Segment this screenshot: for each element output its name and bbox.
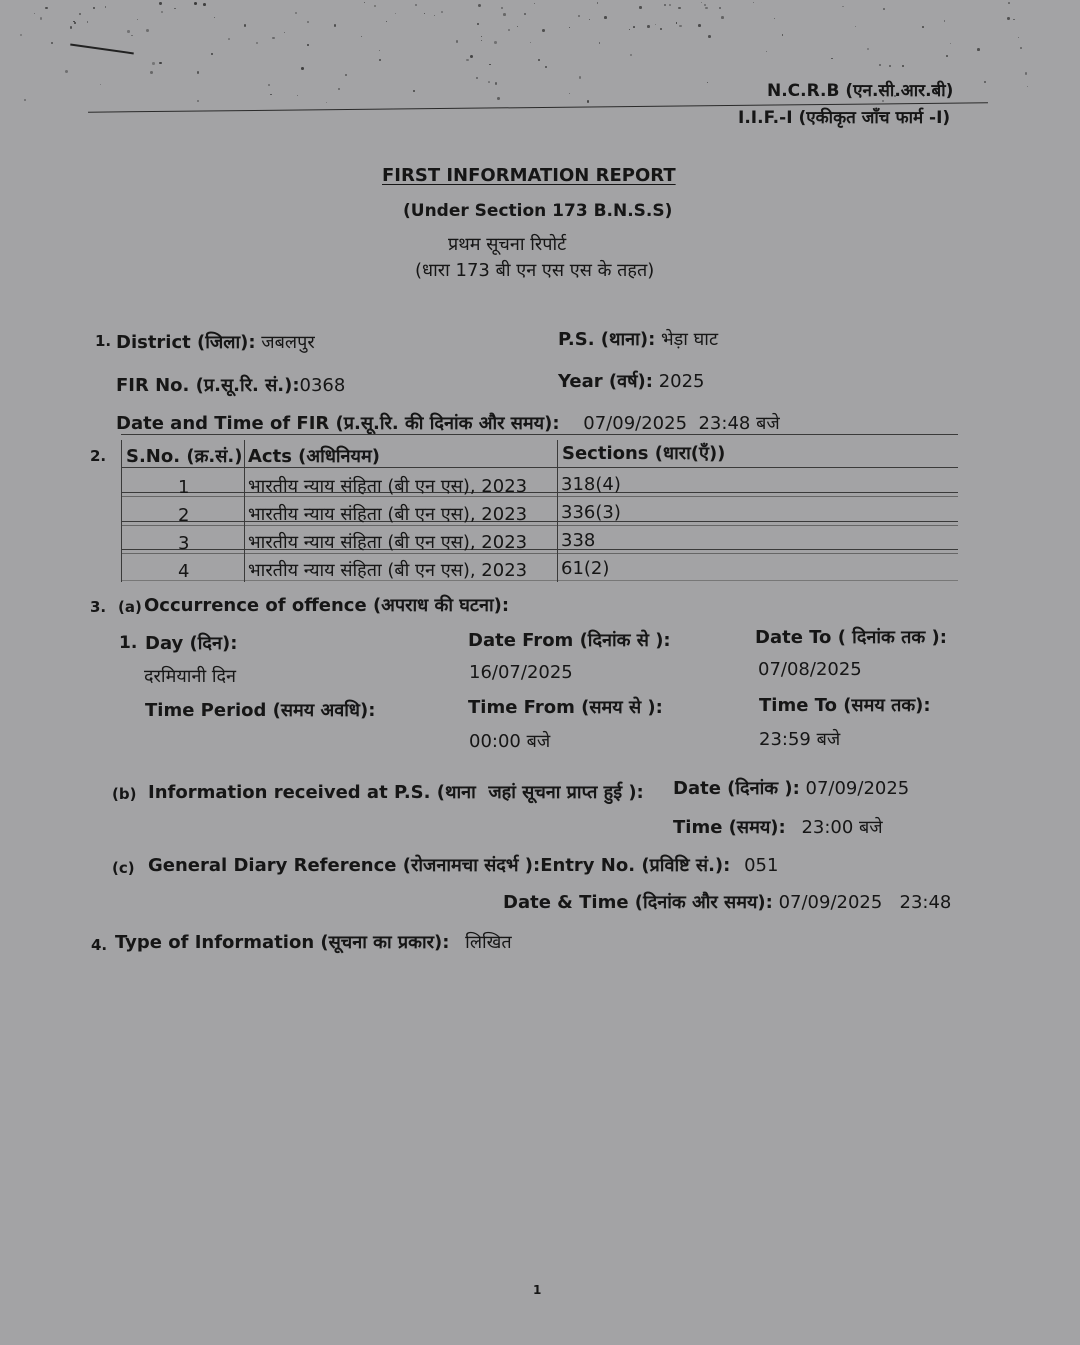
entry-no-value: 051 <box>744 855 779 876</box>
table-rule <box>121 492 958 493</box>
scan-speck <box>655 24 656 25</box>
scan-speck <box>753 2 754 3</box>
scan-speck <box>477 23 479 25</box>
scan-speck <box>415 4 417 6</box>
fir-no-value: 0368 <box>299 375 346 396</box>
page-number: 1 <box>533 1283 542 1297</box>
table-rule <box>121 521 958 522</box>
table-cell-section: 318(4) <box>561 474 621 495</box>
scan-speck <box>579 76 582 79</box>
table-cell-sno: 4 <box>178 561 190 582</box>
info-received-label: Information received at P.S. (थाना जहां सूचना प्राप्त हुई ): <box>148 782 644 803</box>
fir-datetime-label: Date and Time of FIR (प्र.सू.रि. की दिनांक और समय): <box>116 413 560 434</box>
scan-speck <box>127 30 130 33</box>
year-value: 2025 <box>658 371 705 392</box>
scan-speck <box>379 50 380 51</box>
scan-speck <box>338 88 340 90</box>
scan-speck <box>65 70 68 73</box>
scan-speck <box>93 7 94 8</box>
table-cell-act: भारतीय न्याय संहिता (बी एन एस), 2023 <box>248 504 528 525</box>
info-received-date-label: Date (दिनांक ): <box>673 778 800 799</box>
scan-speck <box>774 18 775 19</box>
scan-speck <box>569 27 570 28</box>
info-type-label: Type of Information (सूचना का प्रकार): <box>115 932 450 953</box>
scan-speck <box>524 13 526 15</box>
gd-datetime-label: Date & Time (दिनांक और समय): <box>503 892 773 913</box>
table-col-divider <box>244 440 245 582</box>
report-title-hi: प्रथम सूचना रिपोर्ट <box>448 234 567 255</box>
info-type-value: लिखित <box>465 932 512 953</box>
fir-datetime-value: 07/09/2025 23:48 बजे <box>583 413 780 434</box>
scan-speck <box>1013 19 1015 21</box>
table-rule <box>121 549 958 550</box>
scan-speck <box>159 62 161 64</box>
scan-speck <box>307 21 309 23</box>
report-section-hi: (धारा 173 बी एन एस एस के तहत) <box>415 260 655 281</box>
occurrence-label: Occurrence of offence (अपराध की घटना): <box>144 595 510 616</box>
scan-speck <box>374 5 376 7</box>
scan-speck <box>629 29 630 30</box>
day-label: Day (दिन): <box>145 633 238 654</box>
scan-speck <box>542 29 545 32</box>
info-type-row <box>115 930 512 954</box>
scan-speck <box>488 81 490 83</box>
report-title: FIRST INFORMATION REPORT <box>382 165 676 186</box>
scan-speck <box>889 65 891 67</box>
scan-speck <box>676 22 678 24</box>
item3c-mark: (c) <box>112 859 135 877</box>
scan-speck <box>470 55 473 58</box>
scan-speck <box>704 4 706 6</box>
scan-speck <box>1018 37 1019 38</box>
scan-speck <box>538 59 541 62</box>
item4-number: 4. <box>91 936 108 954</box>
scan-speck <box>476 77 478 79</box>
table-cell-section: 61(2) <box>561 558 610 579</box>
scan-speck <box>307 44 308 45</box>
scan-speck <box>79 13 81 15</box>
scan-speck <box>334 24 337 27</box>
scan-speck <box>481 40 482 41</box>
table-cell-sno: 3 <box>178 533 190 554</box>
time-period-label: Time Period (समय अवधि): <box>145 700 376 721</box>
scan-speck <box>867 48 869 50</box>
district-value: जबलपुर <box>261 332 315 353</box>
scan-speck <box>152 62 155 65</box>
scan-speck <box>74 22 76 24</box>
scan-speck <box>51 42 53 44</box>
scan-speck <box>701 2 702 3</box>
scan-speck <box>150 71 153 74</box>
scan-speck <box>707 82 708 83</box>
scan-speck <box>766 51 768 53</box>
scan-speck <box>495 82 497 84</box>
scan-speck <box>501 7 503 9</box>
scan-speck <box>489 64 491 66</box>
scan-speck <box>87 21 88 22</box>
gd-datetime-value: 07/09/2025 23:48 <box>778 892 952 913</box>
scan-speck <box>633 26 635 28</box>
scan-speck <box>855 26 856 27</box>
scan-speck <box>604 16 607 19</box>
scan-speck <box>268 84 270 86</box>
table-cell-section: 336(3) <box>561 502 621 523</box>
scan-speck <box>950 43 951 44</box>
scan-speck <box>228 38 230 40</box>
table-header-sno: S.No. (क्र.सं.) <box>126 446 243 467</box>
scan-speck <box>842 6 843 7</box>
scan-speck <box>679 25 682 28</box>
scan-speck <box>137 19 138 20</box>
scan-speck <box>297 95 298 96</box>
table-cell-sno: 2 <box>178 505 190 526</box>
scan-speck <box>456 40 458 42</box>
info-received-time-row <box>673 815 883 839</box>
table-rule <box>121 525 958 526</box>
scan-speck <box>301 67 304 70</box>
scan-speck <box>20 34 22 36</box>
scan-speck <box>984 81 986 83</box>
time-from-value: 00:00 बजे <box>469 731 551 752</box>
scan-speck <box>1025 72 1028 75</box>
scan-speck <box>386 21 387 22</box>
scan-speck <box>424 13 426 15</box>
time-from-label: Time From (समय से ): <box>468 697 663 718</box>
scan-speck <box>100 84 101 85</box>
scan-speck <box>494 41 497 44</box>
scan-speck <box>660 28 662 30</box>
scan-speck <box>630 54 632 56</box>
table-header-acts: Acts (अधिनियम) <box>248 446 380 467</box>
scan-speck <box>883 8 885 10</box>
fir-no-row <box>116 373 345 397</box>
scan-speck <box>782 34 783 35</box>
info-received-time-value: 23:00 बजे <box>801 817 883 838</box>
scan-speck <box>270 94 271 95</box>
scan-speck <box>345 74 347 76</box>
scan-speck <box>647 25 650 28</box>
table-cell-act: भारतीय न्याय संहिता (बी एन एस), 2023 <box>248 532 528 553</box>
ncrb-label: N.C.R.B (एन.सी.आर.बी) <box>767 81 954 101</box>
item3-sub-number: 1. <box>119 633 138 653</box>
district-row <box>116 330 315 354</box>
item3-number: 3. <box>90 598 107 616</box>
item2-number: 2. <box>90 447 107 465</box>
table-col-divider <box>121 440 122 582</box>
gd-reference-label: General Diary Reference (रोजनामचा संदर्भ ): <box>148 855 541 876</box>
table-cell-section: 338 <box>561 530 596 551</box>
scan-speck <box>503 13 506 16</box>
scan-speck <box>413 90 416 93</box>
scan-speck <box>478 4 481 7</box>
scan-speck <box>944 20 945 21</box>
table-rule <box>121 496 958 497</box>
table-col-divider <box>557 440 558 582</box>
scan-speck <box>589 19 590 20</box>
scan-speck <box>40 17 42 19</box>
entry-no-label: Entry No. (प्रविष्टि सं.): <box>540 855 731 876</box>
iif-label: I.I.F.-I (एकीकृत जाँच फार्म -I) <box>738 108 951 128</box>
gd-reference-row <box>148 853 778 877</box>
scan-speck <box>214 17 215 18</box>
fir-no-label: FIR No. (प्र.सू.रि. सं.): <box>116 375 300 396</box>
ps-value: भेड़ा घाट <box>661 329 719 350</box>
table-cell-sno: 1 <box>178 477 190 498</box>
info-received-date-row <box>673 776 909 800</box>
scan-speck <box>639 6 641 8</box>
date-to-label: Date To ( दिनांक तक ): <box>755 627 947 648</box>
scan-speck <box>587 100 589 102</box>
scan-speck <box>395 13 396 14</box>
time-to-label: Time To (समय तक): <box>759 695 931 716</box>
scan-speck <box>517 26 518 27</box>
scan-speck <box>721 16 724 19</box>
ps-label: P.S. (थाना): <box>558 329 656 350</box>
scan-speck <box>977 48 980 51</box>
item3b-mark: (b) <box>112 785 137 803</box>
scan-speck <box>719 7 721 9</box>
scan-speck <box>705 7 707 9</box>
table-rule <box>121 467 958 468</box>
table-rule <box>121 553 958 554</box>
scan-speck <box>211 53 212 54</box>
scan-speck <box>698 24 701 27</box>
info-received-time-label: Time (समय): <box>673 817 786 838</box>
scan-speck <box>831 58 832 59</box>
scan-speck <box>669 4 671 6</box>
scan-speck <box>922 26 924 28</box>
scan-speck <box>508 29 510 31</box>
scan-speck <box>1008 2 1010 4</box>
year-row <box>558 369 705 393</box>
table-cell-act: भारतीय न्याय संहिता (बी एन एस), 2023 <box>248 476 528 497</box>
report-section-en: (Under Section 173 B.N.S.S) <box>403 201 673 221</box>
scan-speck <box>174 8 176 10</box>
scan-speck <box>545 66 547 68</box>
date-from-label: Date From (दिनांक से ): <box>468 630 671 651</box>
scan-speck <box>1020 47 1022 49</box>
scan-speck <box>578 15 580 17</box>
scan-speck <box>197 71 199 73</box>
scan-speck <box>295 12 297 14</box>
scan-speck <box>194 2 197 5</box>
scan-speck <box>599 42 600 43</box>
scan-speck <box>203 3 206 6</box>
table-header-sections: Sections (धारा(एँ)) <box>562 443 726 464</box>
scan-speck <box>597 2 599 4</box>
district-label: District (जिला): <box>116 332 256 353</box>
scan-speck <box>664 4 665 5</box>
scan-speck <box>708 35 711 38</box>
pen-mark <box>70 44 134 55</box>
scan-speck <box>946 55 948 57</box>
scan-speck <box>1027 86 1028 87</box>
day-value: दरमियानी दिन <box>144 666 237 687</box>
scan-speck <box>70 26 72 28</box>
scan-speck <box>105 6 106 7</box>
table-rule <box>121 580 958 581</box>
year-label: Year (वर्ष): <box>558 371 653 392</box>
info-received-date-value: 07/09/2025 <box>805 778 910 799</box>
scan-speck <box>161 11 163 13</box>
scan-speck <box>146 29 149 32</box>
scan-speck <box>361 36 362 37</box>
scan-speck <box>569 93 570 94</box>
item1-number: 1. <box>95 332 112 350</box>
scan-speck <box>272 37 274 39</box>
scan-speck <box>244 24 246 26</box>
scan-speck <box>481 36 482 37</box>
scan-speck <box>24 99 26 101</box>
scan-speck <box>34 13 35 14</box>
scan-speck <box>131 35 133 37</box>
scan-speck <box>530 42 531 43</box>
item3a-mark: (a) <box>118 598 142 616</box>
table-cell-act: भारतीय न्याय संहिता (बी एन एस), 2023 <box>248 560 528 581</box>
gd-datetime-row <box>503 890 951 914</box>
table-rule <box>121 434 958 435</box>
scan-speck <box>326 102 327 103</box>
scan-speck <box>284 32 285 33</box>
scan-speck <box>534 3 536 5</box>
scan-speck <box>466 59 469 62</box>
scan-speck <box>1007 17 1010 20</box>
fir-datetime-row <box>116 411 780 435</box>
scan-speck <box>197 100 199 102</box>
scan-speck <box>497 97 500 100</box>
ps-row <box>558 327 718 351</box>
scan-speck <box>434 15 435 16</box>
date-to-value: 07/08/2025 <box>758 659 862 680</box>
scan-speck <box>256 42 258 44</box>
scan-speck <box>364 2 365 3</box>
scan-speck <box>45 7 47 9</box>
scan-speck <box>159 2 161 4</box>
scan-speck <box>441 11 443 13</box>
scan-speck <box>879 64 881 66</box>
scan-speck <box>678 7 681 10</box>
scan-speck <box>379 59 381 61</box>
scan-speck <box>902 65 904 67</box>
date-from-value: 16/07/2025 <box>469 662 573 683</box>
time-to-value: 23:59 बजे <box>759 729 841 750</box>
